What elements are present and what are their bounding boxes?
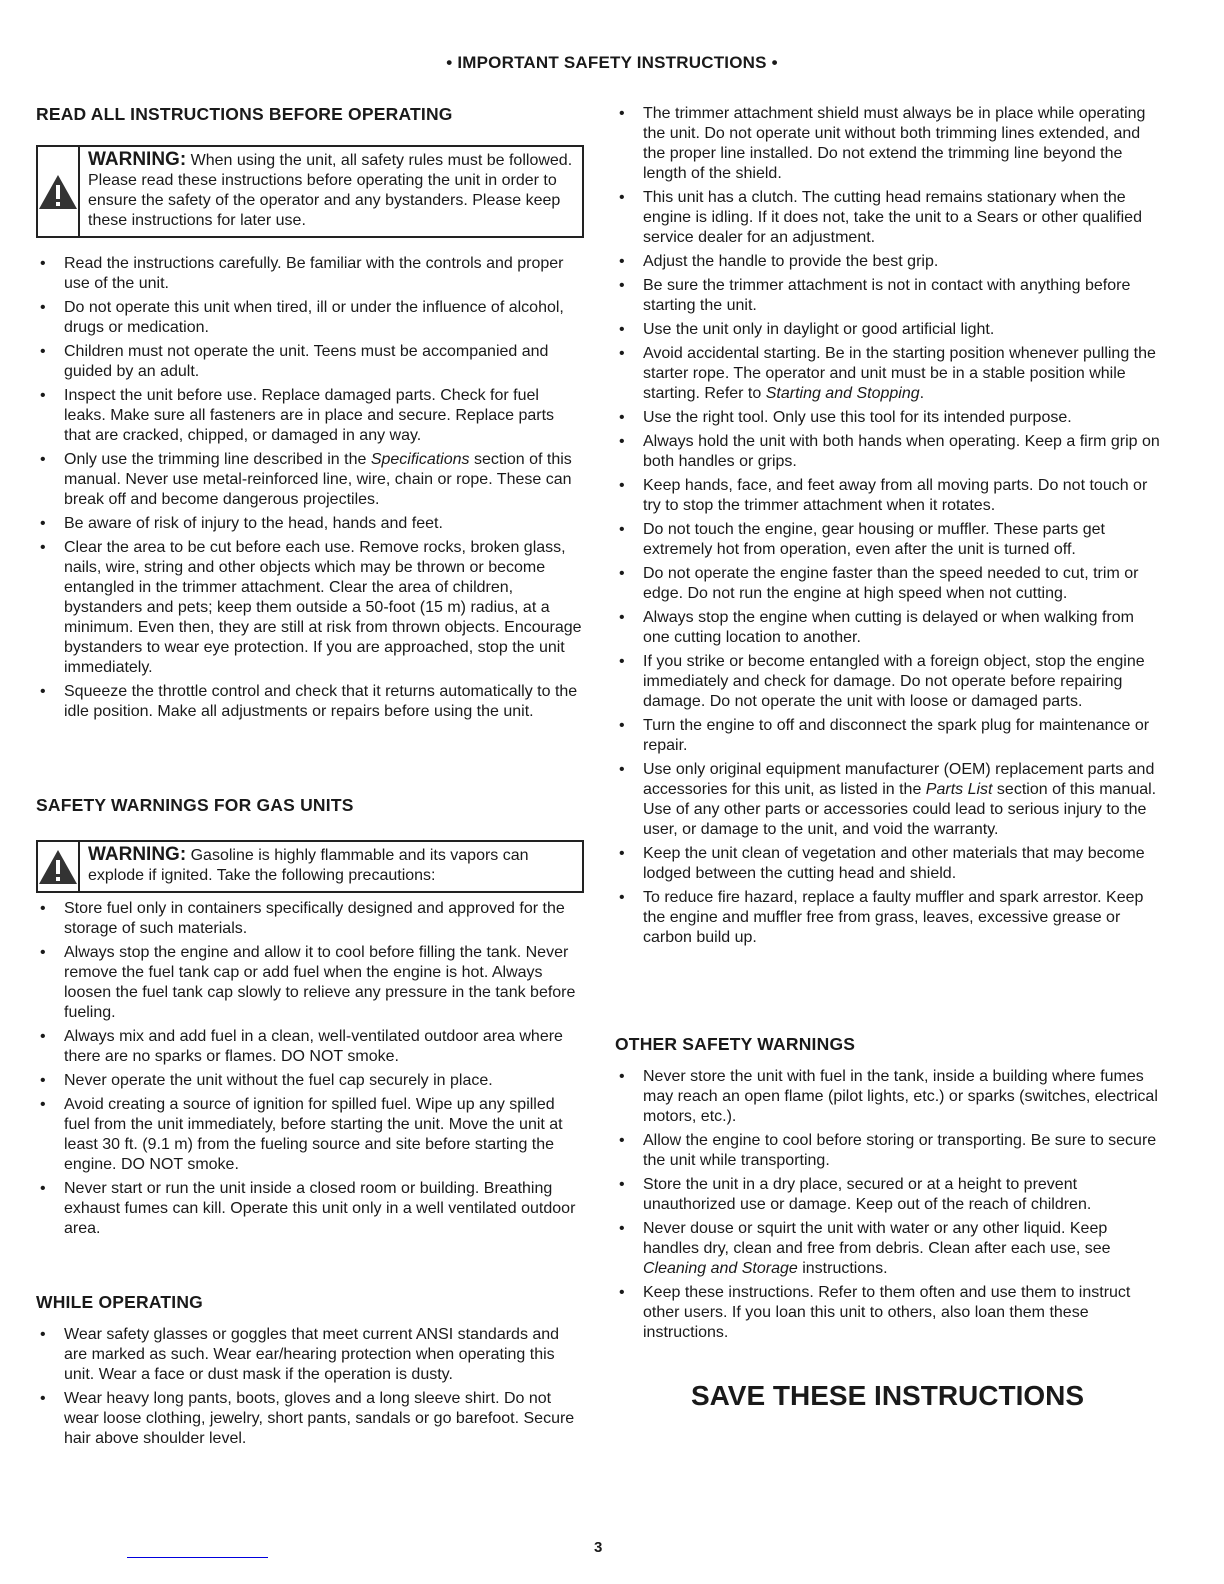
section-heading: READ ALL INSTRUCTIONS BEFORE OPERATING [36,104,453,124]
item-text: Never douse or squirt the unit with water or any other liquid. Keep handles dry, clean and free from debris. Clean after each use, see [643,1220,1111,1257]
bullet-icon: • [619,717,625,734]
bullet-icon: • [619,253,625,270]
bullet-icon: • [619,409,625,426]
item-text: This unit has a clutch. The cutting head remains stationary when the engine is idling. If it does not, take the unit to a Sears or other qualified service dealer for an adjustment. [643,189,1142,246]
list-item [615,760,1163,840]
item-text: section of this manual. Use of any other parts or accessories could lead to serious injury to the user, or damage to the unit, and void the warranty. [643,781,1157,838]
list-item [615,344,1163,404]
bullet-icon: • [619,1220,625,1237]
bullet-icon: • [619,1132,625,1149]
list-item [615,104,1163,184]
warning-triangle-icon [38,842,80,891]
list-item [615,888,1163,948]
list-item [615,716,1163,756]
bullet-icon: • [619,565,625,582]
bullet-icon: • [40,1180,46,1197]
bullet-icon: • [619,321,625,338]
list-item [615,564,1163,604]
list-item [615,432,1163,472]
bullet-icon: • [40,343,46,360]
item-text: Read the instructions carefully. Be familiar with the controls and proper use of the unit. [64,255,564,292]
section-reference: Cleaning and Storage [643,1260,798,1277]
list-item [36,342,584,382]
list-item [36,899,584,939]
bullet-icon: • [40,299,46,316]
item-text: Always hold the unit with both hands when operating. Keep a firm grip on both handles or grips. [643,433,1160,470]
list-item [615,608,1163,648]
other-warnings-section [615,1034,1163,1347]
list-item [36,1179,584,1239]
item-text: If you strike or become entangled with a foreign object, stop the engine immediately and check for damage. Do not operate before repairing damage. Do not operate the unit with loose or damaged parts. [643,653,1145,710]
item-text: Adjust the handle to provide the best grip. [643,253,939,270]
item-text: Do not operate this unit when tired, ill or under the influence of alcohol, drugs or medication. [64,299,564,336]
bullet-icon: • [40,1096,46,1113]
bullet-icon: • [619,105,625,122]
item-text: Avoid accidental starting. Be in the starting position whenever pulling the starter rope. The operator and unit must be in a stable position while starting. Refer to [643,345,1156,402]
while-operating-section [36,1292,584,1453]
bullet-icon: • [40,1390,46,1407]
bullet-icon: • [40,515,46,532]
list-item [615,652,1163,712]
item-text: Always stop the engine when cutting is delayed or when walking from one cutting location to another. [643,609,1134,646]
gas-section [36,795,584,1243]
item-text: Do not operate the engine faster than the speed needed to cut, trim or edge. Do not run the engine at high speed when not cutting. [643,565,1139,602]
item-text: Never operate the unit without the fuel cap securely in place. [64,1072,493,1089]
save-instructions-heading: SAVE THESE INSTRUCTIONS [690,1380,1085,1411]
list-item [36,386,584,446]
section-heading: WHILE OPERATING [36,1292,203,1312]
item-text: Clear the area to be cut before each use. Remove rocks, broken glass, nails, wire, string and other objects which may be thrown or become entangled in the trimmer attachment. Clear the area of children, bystanders and pets; keep them outside a 50-foot (15 m) radius, at a minimum. Even then, they are still at risk from thrown objects. Encourage bystanders to wear eye protection. If you are approached, stop the unit immediately. [64,539,582,676]
item-text: Store the unit in a dry place, secured or at a height to prevent unauthorized use or damage. Keep out of the reach of children. [643,1176,1092,1213]
item-text: Keep the unit clean of vegetation and other materials that may become lodged between the cutting head and shield. [643,845,1145,882]
item-text: Wear heavy long pants, boots, gloves and a long sleeve shirt. Do not wear loose clothing, jewelry, short pants, sandals or go barefoot. Secure hair above shoulder level. [64,1390,575,1447]
item-text: Wear safety glasses or goggles that meet current ANSI standards and are marked as such. Wear ear/hearing protection when operating this unit. Wear a face or dust mask if the operation is dusty. [64,1326,560,1383]
item-text: Use the unit only in daylight or good artificial light. [643,321,995,338]
list-item [36,1325,584,1385]
page-number: 3 [594,1539,603,1556]
page-title: • IMPORTANT SAFETY INSTRUCTIONS • [446,53,778,72]
item-text: Always stop the engine and allow it to cool before filling the tank. Never remove the fuel tank cap or add fuel when the engine is hot. Always loosen the fuel tank cap slowly to relieve any pressure in the tank before fueling. [64,944,576,1021]
list-item [615,320,1163,340]
bullet-icon: • [619,433,625,450]
bullet-icon: • [40,255,46,272]
bullet-icon: • [619,189,625,206]
bullet-icon: • [619,889,625,906]
list-item [36,254,584,294]
list-item [36,1095,584,1175]
item-text: Always mix and add fuel in a clean, well-ventilated outdoor area where there are no sparks or flames. DO NOT smoke. [64,1028,563,1065]
bullet-icon: • [40,1326,46,1343]
list-item [615,276,1163,316]
list-item [615,1283,1163,1343]
list-item [615,520,1163,560]
section-reference: Starting and Stopping [765,385,920,402]
warning-triangle-icon [38,147,80,236]
bullet-icon: • [619,609,625,626]
item-text: Only use the trimming line described in the [64,451,371,468]
item-text: Store fuel only in containers specifically designed and approved for the storage of such materials. [64,900,565,937]
bullet-icon: • [40,683,46,700]
list-item [36,514,584,534]
warning-label: WARNING: [88,844,187,865]
item-text: Keep these instructions. Refer to them often and use them to instruct other users. If you loan this unit to others, also loan them these instructions. [643,1284,1131,1341]
list-item [615,188,1163,248]
bullet-icon: • [619,653,625,670]
item-text: Use the right tool. Only use this tool for its intended purpose. [643,409,1072,426]
bullet-icon: • [619,1284,625,1301]
bullet-icon: • [619,845,625,862]
item-text: Never store the unit with fuel in the tank, inside a building where fumes may reach an open flame (pilot lights, etc.) or sparks (switches, electrical motors, etc.). [643,1068,1158,1125]
list-item [615,252,1163,272]
divider-line [127,1557,268,1558]
list-item [36,943,584,1023]
bullet-icon: • [619,761,625,778]
bullet-icon: • [619,345,625,362]
item-text: Squeeze the throttle control and check that it returns automatically to the idle position. Make all adjustments or repairs before using the unit. [64,683,578,720]
list-item [615,408,1163,428]
warning-box [36,840,584,893]
item-text: Keep hands, face, and feet away from all moving parts. Do not touch or try to stop the trimmer attachment when it rotates. [643,477,1148,514]
list-item [615,844,1163,884]
bullet-list [615,104,1163,948]
item-text: section of this manual. Never use metal-reinforced line, wire, chain or rope. These can break off and become dangerous projectiles. [64,451,572,508]
item-text: Turn the engine to off and disconnect the spark plug for maintenance or repair. [643,717,1150,754]
bullet-icon: • [40,944,46,961]
bullet-list [615,1067,1163,1343]
bullet-icon: • [619,277,625,294]
item-text: instructions. [797,1260,888,1277]
warning-label: WARNING: [88,149,187,170]
section-reference: Parts List [925,781,993,798]
bullet-list [36,1325,584,1449]
list-item [615,1219,1163,1279]
section-reference: Specifications [370,451,470,468]
bullet-list [36,899,584,1239]
list-item [36,298,584,338]
list-item [36,538,584,678]
list-item [36,1389,584,1449]
item-text: Children must not operate the unit. Teens must be accompanied and guided by an adult. [64,343,549,380]
item-text: . [919,385,925,402]
bullet-icon: • [619,521,625,538]
item-text: Do not touch the engine, gear housing or muffler. These parts get extremely hot from operation, even after the unit is turned off. [643,521,1105,558]
bullet-icon: • [619,1176,625,1193]
list-item [615,476,1163,516]
bullet-icon: • [40,1028,46,1045]
warning-box [36,145,584,238]
item-text: Be aware of risk of injury to the head, hands and feet. [64,515,443,532]
list-item [36,1027,584,1067]
section-heading: OTHER SAFETY WARNINGS [615,1034,856,1054]
read-all-section [36,104,584,726]
item-text: Inspect the unit before use. Replace damaged parts. Check for fuel leaks. Make sure all fasteners are in place and secure. Replace parts that are cracked, chipped, or damaged in any way. [64,387,555,444]
bullet-icon: • [40,1072,46,1089]
warning-text: Gasoline is highly flammable and its vapors can explode if ignited. Take the following precautions: [88,847,529,884]
bullet-icon: • [40,387,46,404]
bullet-icon: • [40,451,46,468]
bullet-icon: • [619,1068,625,1085]
list-item [36,450,584,510]
list-item [36,1071,584,1091]
section-heading: SAFETY WARNINGS FOR GAS UNITS [36,795,354,815]
item-text: Never start or run the unit inside a closed room or building. Breathing exhaust fumes can kill. Operate this unit only in a well ventilated outdoor area. [64,1180,576,1237]
bullet-icon: • [619,477,625,494]
list-item [615,1175,1163,1215]
list-item [615,1131,1163,1171]
warning-text: When using the unit, all safety rules must be followed. Please read these instructions before operating the unit in order to ensure the safety of the operator and any bystanders. Please keep these instructions for later use. [88,152,573,229]
item-text: Allow the engine to cool before storing or transporting. Be sure to secure the unit while transporting. [643,1132,1157,1169]
list-item [615,1067,1163,1127]
item-text: The trimmer attachment shield must always be in place while operating the unit. Do not operate unit without both trimming lines extended, and the proper line installed. Do not extend the trimming line beyond the length of the shield. [643,105,1146,182]
bullet-icon: • [40,900,46,917]
item-text: To reduce fire hazard, replace a faulty muffler and spark arrestor. Keep the engine and muffler free from grass, leaves, excessive grease or carbon build up. [643,889,1144,946]
bullet-list [36,254,584,722]
right-column-list [615,104,1163,952]
item-text: Avoid creating a source of ignition for spilled fuel. Wipe up any spilled fuel from the unit immediately, before starting the unit. Move the unit at least 30 ft. (9.1 m) from the fueling source and site before starting the engine. DO NOT smoke. [64,1096,563,1173]
bullet-icon: • [40,539,46,556]
list-item [36,682,584,722]
item-text: Use only original equipment manufacturer (OEM) replacement parts and accessories for this unit, as listed in the [643,761,1155,798]
item-text: Be sure the trimmer attachment is not in contact with anything before starting the unit. [643,277,1131,314]
